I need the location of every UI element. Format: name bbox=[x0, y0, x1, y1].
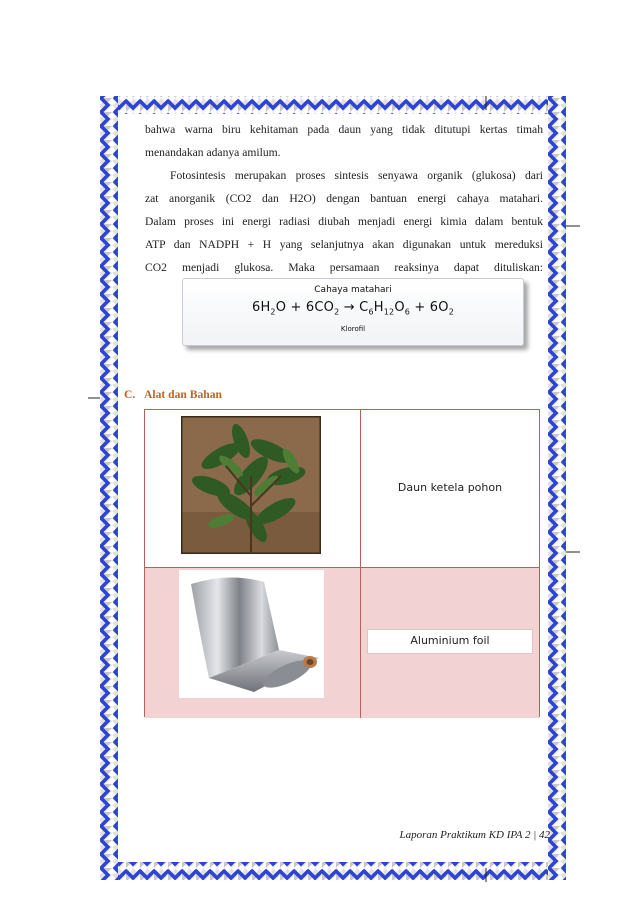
section-letter: C. bbox=[124, 388, 136, 401]
para1-line1: bahwa warna biru kehitaman pada daun yang tidak ditutupi kertas timah bbox=[145, 123, 543, 136]
photosynthesis-equation-box bbox=[182, 278, 524, 346]
section-title: Alat dan Bahan bbox=[144, 388, 222, 401]
table-row bbox=[145, 567, 539, 718]
aluminium-foil-roll-photo-icon bbox=[179, 570, 324, 698]
material-label: Aluminium foil bbox=[367, 629, 533, 654]
para2-line1: Fotosintesis merupakan proses sintesis senyawa organik (glukosa) dari bbox=[170, 169, 543, 182]
equation-condition-light: Cahaya matahari bbox=[314, 285, 392, 295]
material-image-cell bbox=[145, 410, 361, 567]
equation-formula: $6H_2O + 6CO_2 \to C_6H_{12}O_6 + 6O_2$ bbox=[251, 300, 455, 317]
section-heading bbox=[124, 388, 222, 401]
cassava-plant-photo-icon bbox=[181, 416, 321, 554]
para2-line4: ATP dan NADPH + H yang selanjutnya akan digunakan untuk mereduksi bbox=[145, 238, 543, 251]
material-label: Daun ketela pohon bbox=[397, 481, 503, 494]
material-label-cell bbox=[361, 410, 539, 567]
equation-condition-chlorophyll: Klorofil bbox=[340, 325, 366, 333]
material-image-cell bbox=[145, 568, 361, 718]
materials-table bbox=[144, 409, 540, 717]
table-row bbox=[145, 410, 539, 567]
para2-line2: zat anorganik (CO2 dan H2O) dengan bantuan energi cahaya matahari. bbox=[145, 192, 543, 205]
page-footer: Laporan Praktikum KD IPA 2 | 42 bbox=[399, 829, 550, 841]
para2-line3: Dalam proses ini energi radiasi diubah menjadi energi kimia dalam bentuk bbox=[145, 215, 543, 228]
para2-line5: CO2 menjadi glukosa. Maka persamaan reaksinya dapat dituliskan: bbox=[145, 261, 543, 274]
para1-line2: menandakan adanya amilum. bbox=[145, 146, 281, 159]
material-label-cell bbox=[361, 568, 539, 718]
